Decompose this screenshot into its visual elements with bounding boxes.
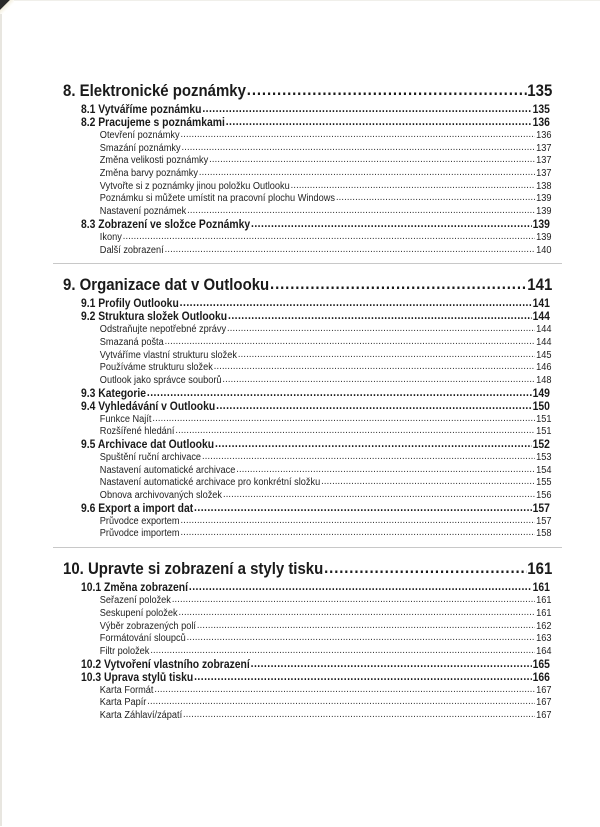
subsection-entry[interactable] bbox=[63, 477, 552, 490]
dot-leader bbox=[209, 155, 535, 167]
subsection-entry-page-number: 146 bbox=[536, 362, 552, 374]
subsection-entry-page-number: 155 bbox=[536, 477, 552, 489]
subsection-entry[interactable] bbox=[63, 414, 552, 427]
dot-leader bbox=[187, 633, 536, 645]
section-entry-title: 9.2 Struktura složek Outlooku bbox=[81, 311, 228, 324]
chapter-entry[interactable] bbox=[63, 274, 552, 296]
subsection-entry-page-number: 139 bbox=[536, 231, 552, 243]
section-entry-page-number: 136 bbox=[532, 117, 550, 129]
subsection-entry-title: Nastavení poznámek bbox=[99, 206, 187, 218]
section-entry[interactable] bbox=[63, 298, 550, 311]
section-entry-page-number: 139 bbox=[532, 218, 550, 231]
subsection-entry-page-number: 151 bbox=[536, 426, 552, 438]
section-entry[interactable] bbox=[63, 503, 550, 516]
subsection-entry[interactable] bbox=[63, 528, 552, 541]
subsection-entry-page-number: 144 bbox=[536, 324, 552, 336]
subsection-entry[interactable] bbox=[63, 490, 552, 503]
subsection-entry-title: Spuštění ruční archivace bbox=[99, 452, 202, 463]
subsection-entry-title: Smazaná pošta bbox=[99, 336, 164, 348]
subsection-entry-page-number: 138 bbox=[536, 180, 552, 192]
dot-leader bbox=[247, 80, 527, 101]
dot-leader bbox=[147, 388, 532, 400]
subsection-entry-title: Karta Záhlaví/zápatí bbox=[99, 709, 183, 721]
section-entry-title: 9.1 Profily Outlooku bbox=[81, 298, 179, 311]
dot-leader bbox=[189, 582, 532, 594]
dot-leader bbox=[194, 503, 532, 515]
page-corner bbox=[0, 0, 14, 14]
section-entry-page-number: 141 bbox=[532, 298, 550, 311]
dot-leader bbox=[336, 193, 535, 205]
dot-leader bbox=[181, 516, 536, 528]
subsection-entry[interactable] bbox=[63, 362, 552, 375]
dot-leader bbox=[227, 324, 535, 336]
subsection-entry-page-number: 154 bbox=[536, 464, 552, 476]
subsection-entry-title: Seskupení položek bbox=[99, 607, 178, 619]
subsection-entry-page-number: 162 bbox=[536, 620, 552, 632]
section-entry[interactable] bbox=[63, 439, 550, 452]
subsection-entry-title: Obnova archivovaných složek bbox=[99, 490, 223, 502]
subsection-entry[interactable] bbox=[63, 350, 552, 363]
subsection-entry[interactable] bbox=[63, 245, 552, 258]
subsection-entry-title: Výběr zobrazených polí bbox=[99, 620, 196, 632]
subsection-entry-title: Další zobrazení bbox=[99, 244, 164, 256]
section-entry[interactable] bbox=[63, 672, 550, 685]
chapter-entry-title: 9. Organizace dat v Outlooku bbox=[63, 275, 270, 295]
section-entry-page-number: 166 bbox=[532, 671, 550, 684]
subsection-entry-title: Poznámku si můžete umístit na pracovní plochu Windows bbox=[99, 193, 336, 205]
subsection-entry[interactable] bbox=[63, 232, 552, 245]
dot-leader bbox=[172, 595, 535, 607]
chapter-entry[interactable] bbox=[63, 558, 552, 580]
subsection-entry-page-number: 137 bbox=[536, 155, 552, 167]
chapter-section bbox=[63, 80, 552, 257]
subsection-entry-title: Ikony bbox=[99, 231, 122, 243]
subsection-entry-page-number: 167 bbox=[536, 709, 552, 721]
subsection-entry[interactable] bbox=[63, 375, 552, 388]
dot-leader bbox=[223, 490, 535, 502]
subsection-entry-page-number: 140 bbox=[536, 244, 552, 256]
subsection-entry-title: Filtr položek bbox=[99, 645, 150, 657]
subsection-entry-title: Odstraňujte nepotřebné zprávy bbox=[99, 324, 227, 336]
subsection-entry[interactable] bbox=[63, 697, 552, 710]
subsection-entry-page-number: 167 bbox=[536, 684, 552, 696]
subsection-entry-title: Outlook jako správce souborů bbox=[99, 374, 222, 386]
dot-leader bbox=[324, 558, 526, 579]
subsection-entry[interactable] bbox=[63, 621, 552, 634]
subsection-entry[interactable] bbox=[63, 516, 552, 529]
dot-leader bbox=[152, 414, 535, 426]
subsection-entry-title: Vytvořte si z poznámky jinou položku Outlooku bbox=[99, 180, 290, 192]
dot-leader bbox=[270, 274, 526, 295]
section-entry-page-number: 150 bbox=[532, 400, 550, 413]
subsection-entry[interactable] bbox=[63, 426, 552, 439]
subsection-entry-page-number: 137 bbox=[536, 168, 552, 180]
dot-leader bbox=[154, 685, 535, 697]
chapter-entry-title: 10. Upravte si zobrazení a styly tisku bbox=[63, 559, 324, 579]
subsection-entry[interactable] bbox=[63, 324, 552, 337]
dot-leader bbox=[236, 465, 535, 477]
subsection-entry-title: Průvodce importem bbox=[99, 528, 180, 540]
section-entry-page-number: 149 bbox=[532, 387, 550, 400]
dot-leader bbox=[202, 452, 535, 464]
section-entry-title: 9.4 Vyhledávání v Outlooku bbox=[81, 400, 216, 413]
dot-leader bbox=[165, 245, 536, 257]
subsection-entry-page-number: 161 bbox=[536, 595, 552, 607]
subsection-entry[interactable] bbox=[63, 633, 552, 646]
dot-leader bbox=[291, 181, 536, 193]
subsection-entry-page-number: 163 bbox=[536, 633, 552, 645]
subsection-entry-title: Vytváříme vlastní strukturu složek bbox=[99, 349, 237, 361]
dot-leader bbox=[199, 168, 535, 180]
section-entry[interactable] bbox=[63, 311, 550, 324]
dot-leader bbox=[251, 659, 532, 671]
section-entry-title: 9.3 Kategorie bbox=[81, 387, 147, 400]
dot-leader bbox=[197, 621, 535, 633]
section-entry[interactable] bbox=[63, 401, 550, 414]
section-entry-page-number: 135 bbox=[532, 104, 550, 116]
subsection-entry[interactable] bbox=[63, 206, 552, 219]
section-entry[interactable] bbox=[63, 659, 550, 672]
subsection-entry-title: Karta Formát bbox=[99, 684, 154, 696]
subsection-entry-page-number: 156 bbox=[536, 490, 552, 502]
subsection-entry-title: Změna velikosti poznámky bbox=[99, 155, 209, 167]
subsection-entry[interactable] bbox=[63, 595, 552, 608]
dot-leader bbox=[216, 401, 532, 413]
subsection-entry[interactable] bbox=[63, 143, 552, 156]
subsection-entry[interactable] bbox=[63, 337, 552, 350]
subsection-entry[interactable] bbox=[63, 710, 552, 723]
subsection-entry-page-number: 153 bbox=[536, 452, 552, 463]
chapter-divider bbox=[53, 263, 562, 264]
dot-leader bbox=[214, 362, 536, 374]
subsection-entry-title: Rozšířené hledání bbox=[99, 426, 175, 438]
dot-leader bbox=[194, 672, 532, 684]
section-entry[interactable] bbox=[63, 219, 550, 232]
chapter-entry-page-number: 135 bbox=[527, 81, 553, 100]
subsection-entry-title: Formátování sloupců bbox=[99, 633, 186, 645]
section-entry[interactable] bbox=[63, 117, 550, 130]
subsection-entry-page-number: 136 bbox=[536, 130, 552, 141]
subsection-entry-title: Průvodce exportem bbox=[99, 515, 180, 527]
subsection-entry-title: Nastavení automatické archivace bbox=[99, 464, 236, 476]
chapter-section bbox=[63, 263, 552, 541]
dot-leader bbox=[182, 143, 536, 155]
subsection-entry-title: Používáme strukturu složek bbox=[99, 362, 213, 374]
section-entry[interactable] bbox=[63, 104, 550, 117]
section-entry-title: 8.3 Zobrazení ve složce Poznámky bbox=[81, 218, 251, 231]
section-entry-title: 10.1 Změna zobrazení bbox=[81, 582, 188, 595]
subsection-entry[interactable] bbox=[63, 685, 552, 698]
dot-leader bbox=[321, 477, 535, 489]
subsection-entry[interactable] bbox=[63, 465, 552, 478]
section-entry-page-number: 165 bbox=[532, 658, 550, 671]
subsection-entry-page-number: 157 bbox=[536, 515, 552, 527]
subsection-entry-page-number: 148 bbox=[536, 374, 552, 386]
dot-leader bbox=[180, 298, 532, 310]
subsection-entry-page-number: 139 bbox=[536, 206, 552, 218]
table-of-contents bbox=[63, 80, 552, 723]
chapter-entry[interactable] bbox=[63, 80, 552, 102]
section-entry-title: 8.1 Vytváříme poznámku bbox=[81, 104, 202, 116]
section-entry-page-number: 152 bbox=[532, 439, 550, 451]
subsection-entry-page-number: 137 bbox=[536, 142, 552, 154]
section-entry-page-number: 161 bbox=[532, 582, 550, 595]
subsection-entry[interactable] bbox=[63, 181, 552, 194]
dot-leader bbox=[215, 439, 532, 451]
section-entry-title: 9.6 Export a import dat bbox=[81, 502, 194, 515]
dot-leader bbox=[222, 375, 535, 387]
dot-leader bbox=[180, 528, 535, 540]
chapter-entry-title: 8. Elektronické poznámky bbox=[63, 81, 246, 100]
dot-leader bbox=[181, 130, 536, 142]
section-entry-title: 9.5 Archivace dat Outlooku bbox=[81, 439, 215, 451]
subsection-entry[interactable] bbox=[63, 646, 552, 659]
subsection-entry-title: Seřazení položek bbox=[99, 595, 171, 607]
subsection-entry[interactable] bbox=[63, 155, 552, 168]
dot-leader bbox=[226, 117, 532, 129]
subsection-entry-title: Nastavení automatické archivace pro konkrétní složku bbox=[99, 477, 321, 489]
subsection-entry-title: Změna barvy poznámky bbox=[99, 168, 198, 180]
section-entry-title: 10.3 Úprava stylů tisku bbox=[81, 671, 194, 684]
section-entry-page-number: 144 bbox=[532, 311, 550, 324]
chapter-entry-page-number: 141 bbox=[527, 275, 553, 295]
section-entry-page-number: 157 bbox=[532, 502, 550, 515]
dot-leader bbox=[202, 104, 531, 116]
subsection-entry-title: Karta Papír bbox=[99, 697, 147, 709]
subsection-entry-page-number: 144 bbox=[536, 336, 552, 348]
dot-leader bbox=[183, 710, 535, 722]
chapter-section bbox=[63, 547, 552, 723]
chapter-entry-page-number: 161 bbox=[527, 559, 553, 579]
dot-leader bbox=[251, 219, 532, 231]
dot-leader bbox=[228, 311, 532, 323]
dot-leader bbox=[238, 350, 535, 362]
section-entry[interactable] bbox=[63, 582, 550, 595]
subsection-entry[interactable] bbox=[63, 193, 552, 206]
subsection-entry-page-number: 151 bbox=[536, 413, 552, 425]
dot-leader bbox=[123, 232, 536, 244]
chapter-divider bbox=[53, 547, 562, 548]
subsection-entry[interactable] bbox=[63, 608, 552, 621]
dot-leader bbox=[150, 646, 535, 658]
dot-leader bbox=[165, 337, 536, 349]
dot-leader bbox=[175, 426, 535, 438]
subsection-entry-page-number: 145 bbox=[536, 349, 552, 361]
subsection-entry-page-number: 161 bbox=[536, 607, 552, 619]
subsection-entry-page-number: 139 bbox=[536, 193, 552, 205]
subsection-entry[interactable] bbox=[63, 452, 552, 465]
subsection-entry[interactable] bbox=[63, 168, 552, 181]
section-entry[interactable] bbox=[63, 388, 550, 401]
dot-leader bbox=[178, 608, 535, 620]
dot-leader bbox=[147, 697, 535, 709]
dot-leader bbox=[187, 206, 535, 218]
subsection-entry-page-number: 167 bbox=[536, 697, 552, 709]
section-entry-title: 10.2 Vytvoření vlastního zobrazení bbox=[81, 658, 250, 671]
subsection-entry-page-number: 164 bbox=[536, 645, 552, 657]
section-entry-title: 8.2 Pracujeme s poznámkami bbox=[81, 117, 225, 129]
subsection-entry-page-number: 158 bbox=[536, 528, 552, 540]
subsection-entry-title: Smazání poznámky bbox=[99, 142, 181, 154]
subsection-entry[interactable] bbox=[63, 130, 552, 143]
subsection-entry-title: Otevření poznámky bbox=[99, 130, 180, 141]
subsection-entry-title: Funkce Najít bbox=[99, 413, 152, 425]
